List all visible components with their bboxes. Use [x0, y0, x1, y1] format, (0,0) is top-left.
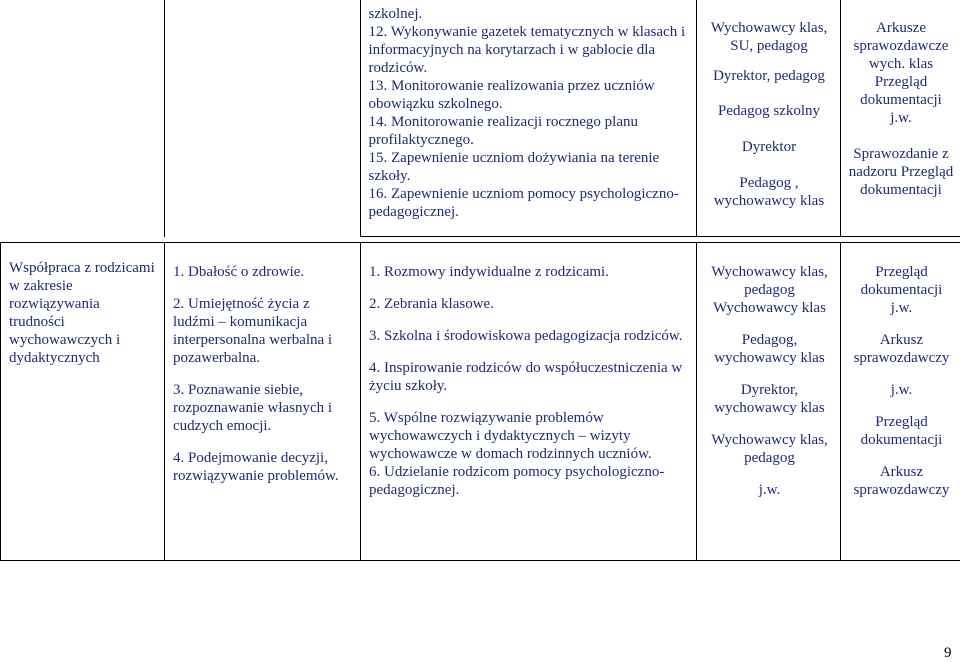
evaluation-item: Arkusz sprawozdawczy: [853, 464, 950, 498]
evaluation-item: Przegląd dokumentacji: [860, 264, 943, 298]
tasks-cell: [361, 243, 697, 561]
goal-item: 4. Podejmowanie decyzji, rozwiązywanie problemów.: [173, 450, 339, 484]
table-top-continuation: [0, 0, 960, 237]
goal-item: 1. Dbałość o zdrowie.: [173, 264, 305, 280]
responsible-item: Dyrektor: [741, 139, 797, 155]
task-item: 4. Inspirowanie rodziców do współuczestniczenia w życiu szkoły.: [369, 360, 683, 394]
area-cell: [1, 243, 165, 561]
responsible-item: Wychowawcy klas, SU, pedagog: [710, 20, 828, 54]
responsible-item: j.w.: [758, 482, 781, 498]
task-item: 1. Rozmowy indywidualne z rodzicami.: [369, 264, 609, 280]
responsible-cell: [697, 243, 841, 561]
responsible-cell: [696, 0, 840, 237]
responsible-item: Dyrektor, pedagog: [713, 68, 825, 84]
area-title: Współpraca z rodzicami w zakresie rozwiązywania trudności wychowawczych i dydaktycznych: [9, 260, 155, 366]
task-item: 5. Wspólne rozwiązywanie problemów wychowawczych i dydaktycznych – wizyty wychowawcze w domach rodzinnych uczniów.: [369, 410, 652, 462]
tasks-cell: [360, 0, 696, 237]
evaluation-cell: [840, 0, 960, 237]
responsible-item: Dyrektor, wychowawcy klas: [714, 382, 825, 416]
responsible-item: Pedagog, wychowawcy klas: [714, 332, 825, 366]
task-item: 2. Zebrania klasowe.: [369, 296, 494, 312]
task-item: 6. Udzielanie rodzicom pomocy psychologiczno-pedagogicznej.: [369, 464, 665, 498]
page-number: 9: [944, 645, 952, 661]
task-item: 13. Monitorowanie realizowania przez uczniów obowiązku szkolnego.: [368, 78, 655, 112]
evaluation-item: Przegląd dokumentacji: [860, 414, 943, 448]
evaluation-item: Arkusze sprawozdawcze wych. klas Przegląd dokumentacji j.w.: [853, 20, 949, 126]
evaluation-item: j.w.: [890, 300, 913, 316]
task-item: szkolnej.: [368, 6, 423, 22]
responsible-item: Wychowawcy klas, pedagog: [711, 264, 828, 298]
responsible-item: Wychowawcy klas, pedagog: [711, 432, 828, 466]
task-item: 14. Monitorowanie realizacji rocznego planu profilaktycznego.: [368, 114, 638, 148]
table-cooperation-with-parents: [0, 242, 960, 561]
evaluation-cell: [841, 243, 960, 561]
goals-cell: [165, 243, 361, 561]
task-item: 16. Zapewnienie uczniom pomocy psychologiczno-pedagogicznej.: [368, 186, 679, 220]
empty-cell: [0, 0, 164, 237]
task-item: 12. Wykonywanie gazetek tematycznych w klasach i informacyjnych na korytarzach i w gablocie dla rodziców.: [368, 24, 686, 76]
evaluation-item: j.w.: [890, 382, 913, 398]
empty-cell: [164, 0, 360, 237]
evaluation-item: Sprawozdanie z nadzoru Przegląd dokumentacji: [848, 146, 954, 198]
responsible-item: Wychowawcy klas: [713, 300, 826, 316]
responsible-item: Pedagog , wychowawcy klas: [713, 175, 825, 209]
responsible-item: Pedagog szkolny: [717, 103, 821, 119]
goal-item: 2. Umiejętność życia z ludźmi – komunikacja interpersonalna werbalna i pozawerbalna.: [173, 296, 333, 366]
evaluation-item: Arkusz sprawozdawczy: [853, 332, 950, 366]
goal-item: 3. Poznawanie siebie, rozpoznawanie własnych i cudzych emocji.: [173, 382, 333, 434]
task-item: 15. Zapewnienie uczniom dożywiania na terenie szkoły.: [368, 150, 660, 184]
task-item: 3. Szkolna i środowiskowa pedagogizacja rodziców.: [369, 328, 683, 344]
